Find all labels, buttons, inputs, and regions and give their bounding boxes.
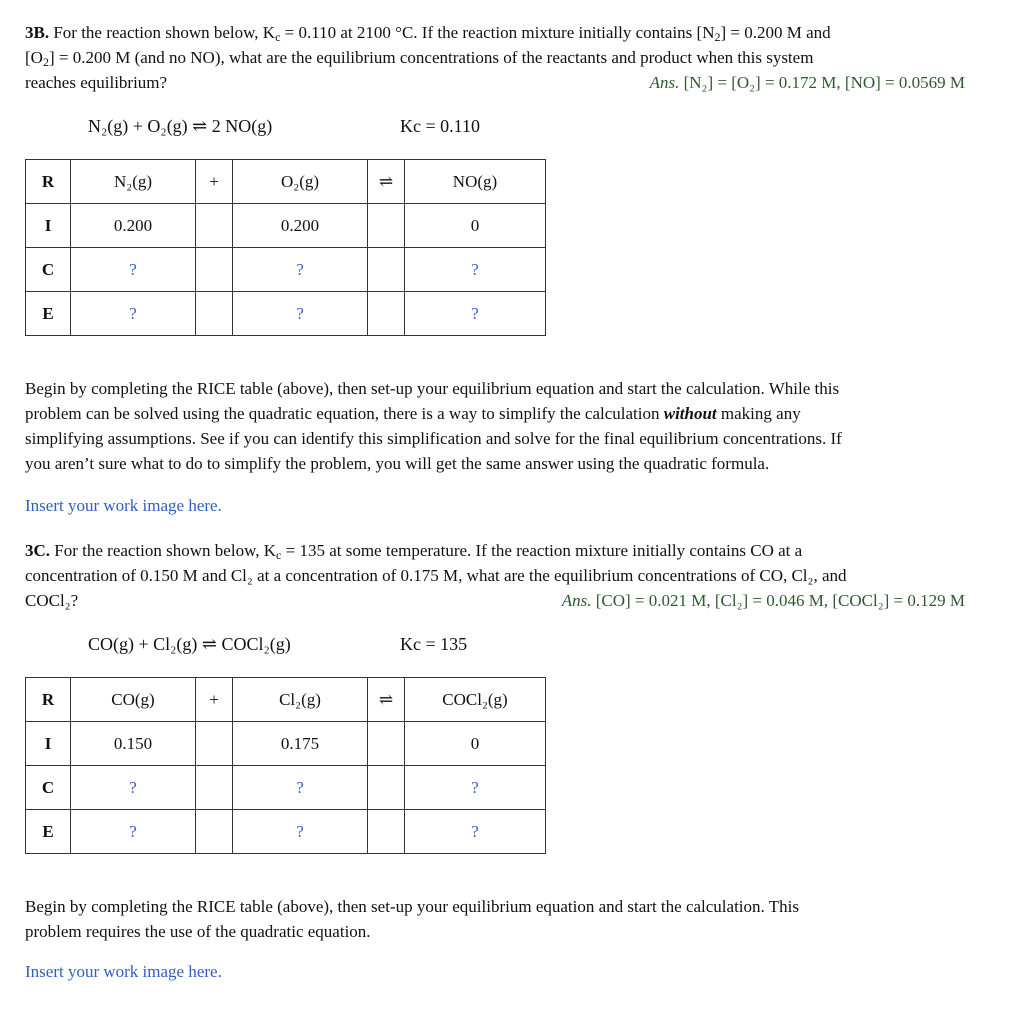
problem_3c-row-reaction bbox=[26, 678, 546, 722]
problem_3b-cell-change-5 bbox=[368, 248, 405, 292]
problem-3c-label: 3C. bbox=[25, 541, 51, 560]
problem_3c-cell-equilibrium-5 bbox=[368, 810, 405, 854]
problem-3c-answer: Ans. [CO] = 0.021 M, [Cl₂] = 0.046 M, [COCl₂] = 0.129 M bbox=[561, 591, 965, 610]
problem_3b-cell-change-3 bbox=[196, 248, 233, 292]
problem_3b-cell-equilibrium-2: ? bbox=[71, 292, 196, 336]
problem_3c-cell-initial-4: 0.175 bbox=[233, 722, 368, 766]
problem_3b-cell-reaction-2: N₂(g) bbox=[71, 160, 196, 204]
insert-work-image-3c[interactable]: Insert your work image here. bbox=[25, 962, 222, 981]
problem_3b-cell-equilibrium-4: ? bbox=[233, 292, 368, 336]
problem-3b-equation: N₂(g) + O₂(g) ⇌ 2 NO(g) bbox=[88, 116, 273, 136]
problem-3b-rice-table bbox=[25, 159, 546, 336]
problem_3c-cell-change-6: ? bbox=[405, 766, 546, 810]
problem_3b-cell-reaction-5: ⇌ bbox=[368, 160, 405, 204]
problem_3c-cell-reaction-4: Cl₂(g) bbox=[233, 678, 368, 722]
problem_3c-cell-initial-5 bbox=[368, 722, 405, 766]
problem_3c-cell-change-2: ? bbox=[71, 766, 196, 810]
problem_3b-cell-change-1: C bbox=[26, 248, 71, 292]
problem_3c-cell-equilibrium-6: ? bbox=[405, 810, 546, 854]
problem-3c-line1: 3C. For the reaction shown below, $K_c = 135$ at some temperature. If the reaction mixture initially contains CO at a bbox=[25, 541, 803, 562]
problem_3b-row-equilibrium bbox=[26, 292, 546, 336]
problem-3b-instructions: Begin by completing the RICE table (above), then set-up your equilibrium equation and start the calculation. While this problem can be solved using the quadratic equation, there is a way to simplify the calculation without making any simplifying assumptions. See if you can identify this simplification and solve for the final equilibrium concentrations. If you aren’t sure what to do to simplify the problem, you will get the same answer using the quadratic formula. bbox=[25, 379, 842, 473]
problem_3c-row-equilibrium bbox=[26, 810, 546, 854]
problem-3b-label: 3B. bbox=[25, 23, 50, 42]
problem_3b-cell-initial-2: 0.200 bbox=[71, 204, 196, 248]
problem_3c-cell-equilibrium-4: ? bbox=[233, 810, 368, 854]
problem_3b-cell-equilibrium-5 bbox=[368, 292, 405, 336]
problem_3c-cell-initial-2: 0.150 bbox=[71, 722, 196, 766]
problem_3b-cell-equilibrium-6: ? bbox=[405, 292, 546, 336]
problem_3c-cell-change-3 bbox=[196, 766, 233, 810]
insert-work-image-3b[interactable]: Insert your work image here. bbox=[25, 496, 222, 515]
problem_3c-cell-change-1: C bbox=[26, 766, 71, 810]
problem_3c-cell-reaction-1: R bbox=[26, 678, 71, 722]
problem-3c-statement bbox=[25, 538, 975, 613]
problem-3c-equation: CO(g) + Cl₂(g) ⇌ COCl₂(g) bbox=[88, 634, 291, 654]
problem-3b-line1: 3B. For the reaction shown below, $K_c = 0.110$ at 2100 °C. If the reaction mixture initially contains $[N_2] = 0.200$ M and bbox=[25, 23, 831, 44]
problem_3b-cell-reaction-3: + bbox=[196, 160, 233, 204]
problem_3c-cell-reaction-2: CO(g) bbox=[71, 678, 196, 722]
problem_3b-cell-initial-4: 0.200 bbox=[233, 204, 368, 248]
problem-3c-rice-table bbox=[25, 677, 546, 854]
problem_3b-cell-initial-5 bbox=[368, 204, 405, 248]
problem-3c-line2: concentration of 0.150 M and Cl₂ at a concentration of 0.175 M, what are the equilibrium concentrations of CO, Cl₂, and bbox=[25, 566, 847, 585]
problem_3c-cell-reaction-3: + bbox=[196, 678, 233, 722]
problem-3c-line3: COCl₂? Ans. [CO] = 0.021 M, [Cl₂] = 0.046 M, [COCl₂] = 0.129 M bbox=[25, 588, 975, 613]
problem_3b-cell-change-4: ? bbox=[233, 248, 368, 292]
problem_3c-cell-equilibrium-2: ? bbox=[71, 810, 196, 854]
problem_3b-row-change bbox=[26, 248, 546, 292]
problem_3b-cell-equilibrium-1: E bbox=[26, 292, 71, 336]
problem_3c-row-change bbox=[26, 766, 546, 810]
problem_3c-cell-equilibrium-1: E bbox=[26, 810, 71, 854]
problem-3b-line3: reaches equilibrium? Ans. [N₂] = [O₂] = 0.172 M, [NO] = 0.0569 M bbox=[25, 70, 975, 95]
problem_3c-cell-initial-6: 0 bbox=[405, 722, 546, 766]
problem_3c-cell-equilibrium-3 bbox=[196, 810, 233, 854]
problem_3c-cell-change-5 bbox=[368, 766, 405, 810]
problem_3b-cell-reaction-6: NO(g) bbox=[405, 160, 546, 204]
problem_3b-cell-change-2: ? bbox=[71, 248, 196, 292]
problem-3c-instructions: Begin by completing the RICE table (above), then set-up your equilibrium equation and start the calculation. This problem requires the use of the quadratic equation. bbox=[25, 897, 799, 941]
problem_3b-cell-equilibrium-3 bbox=[196, 292, 233, 336]
problem_3b-cell-initial-1: I bbox=[26, 204, 71, 248]
problem_3c-cell-reaction-6: COCl₂(g) bbox=[405, 678, 546, 722]
problem-3b-answer: Ans. [N₂] = [O₂] = 0.172 M, [NO] = 0.0569 M bbox=[649, 73, 965, 92]
problem_3b-cell-initial-6: 0 bbox=[405, 204, 546, 248]
problem-3b-line2: $[O_2] = 0.200$ M (and no NO), what are the equilibrium concentrations of the reactants and product when this system bbox=[25, 48, 814, 69]
problem-3b-kc: Kc = 0.110 bbox=[400, 116, 480, 136]
problem-3c-kc: Kc = 135 bbox=[400, 634, 468, 654]
problem_3c-cell-reaction-5: ⇌ bbox=[368, 678, 405, 722]
problem-3b-statement bbox=[25, 20, 975, 95]
emphasis-without: without bbox=[663, 404, 717, 423]
problem_3b-cell-reaction-4: O₂(g) bbox=[233, 160, 368, 204]
problem_3b-cell-change-6: ? bbox=[405, 248, 546, 292]
problem_3b-cell-reaction-1: R bbox=[26, 160, 71, 204]
problem_3c-row-initial bbox=[26, 722, 546, 766]
problem_3c-cell-initial-3 bbox=[196, 722, 233, 766]
problem_3b-row-initial bbox=[26, 204, 546, 248]
problem_3b-row-reaction bbox=[26, 160, 546, 204]
problem_3b-cell-initial-3 bbox=[196, 204, 233, 248]
problem_3c-cell-initial-1: I bbox=[26, 722, 71, 766]
problem_3c-cell-change-4: ? bbox=[233, 766, 368, 810]
